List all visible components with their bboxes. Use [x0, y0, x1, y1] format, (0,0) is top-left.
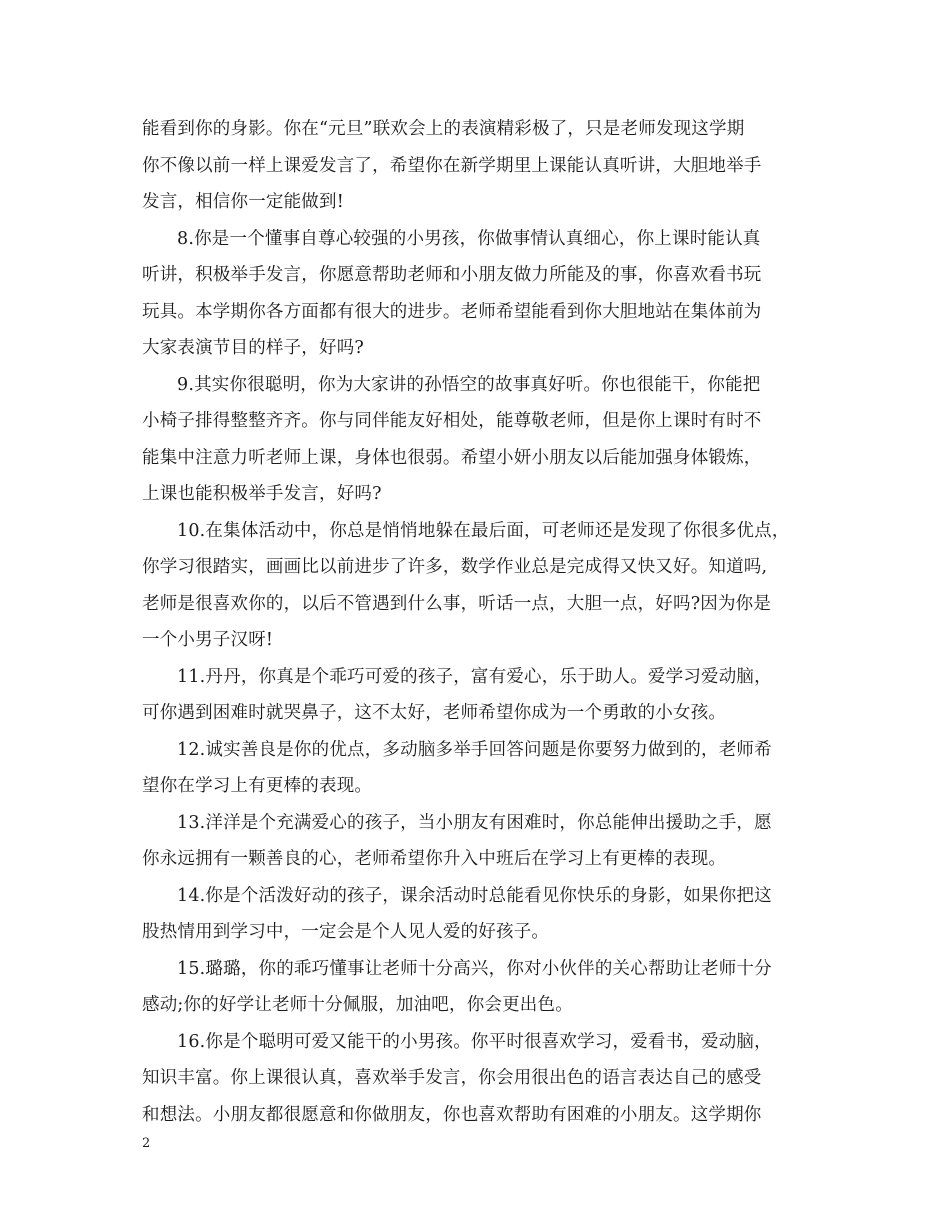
paragraph-first-line: 10.在集体活动中，你总是悄悄地躲在最后面，可老师还是发现了你很多优点， — [177, 520, 790, 541]
page-number: 2 — [142, 1136, 151, 1151]
text-line: 玩具。本学期你各方面都有很大的进步。老师希望能看到你大胆地站在集体前为 — [142, 301, 762, 322]
document-body — [142, 111, 822, 1133]
text-line: 听讲，积极举手发言，你愿意帮助老师和小朋友做力所能及的事，你喜欢看书玩 — [142, 265, 762, 285]
paragraph-first-line: 8.你是一个懂事自尊心较强的小男孩，你做事情认真细心，你上课时能认真 — [177, 228, 761, 249]
text-line: 感动;你的好学让老师十分佩服，加油吧，你会更出色。 — [142, 995, 573, 1015]
text-line: 股热情用到学习中，一定会是个人见人爱的好孩子。 — [142, 922, 550, 942]
text-line: 你学习很踏实，画画比以前进步了许多，数学作业总是完成得又快又好。知道吗, — [142, 557, 768, 577]
text-line: 能看到你的身影。你在“元旦”联欢会上的表演精彩极了，只是老师发现这学期 — [142, 119, 745, 139]
text-line: 上课也能积极举手发言，好吗? — [142, 484, 382, 504]
text-line: 能集中注意力听老师上课，身体也很弱。希望小妍小朋友以后能加强身体锻炼， — [142, 447, 762, 468]
paragraph-first-line: 9.其实你很聪明，你为大家讲的孙悟空的故事真好听。你也很能干，你能把 — [177, 374, 761, 395]
paragraph-first-line: 11.丹丹，你真是个乖巧可爱的孩子，富有爱心，乐于助人。爱学习爱动脑， — [177, 666, 772, 687]
text-line: 大家表演节目的样子，好吗? — [142, 338, 364, 358]
text-line: 老师是很喜欢你的，以后不管遇到什么事，听话一点，大胆一点，好吗?因为你是 — [142, 593, 772, 614]
text-line: 小椅子排得整整齐齐。你与同伴能友好相处，能尊敬老师，但是你上课时有时不 — [142, 411, 762, 431]
text-line: 可你遇到困难时就哭鼻子，这不太好，老师希望你成为一个勇敢的小女孩。 — [142, 703, 727, 723]
paragraph-first-line: 16.你是个聪明可爱又能干的小男孩。你平时很喜欢学习，爱看书，爱动脑， — [177, 1031, 772, 1052]
text-line: 望你在学习上有更棒的表现。 — [142, 776, 373, 796]
paragraph-first-line: 15.璐璐，你的乖巧懂事让老师十分高兴，你对小伙伴的关心帮助让老师十分 — [177, 958, 772, 979]
text-line: 你不像以前一样上课爱发言了，希望你在新学期里上课能认真听讲，大胆地举手 — [142, 155, 762, 176]
text-line: 发言，相信你一定能做到! — [142, 192, 344, 212]
text-line: 一个小男子汉呀! — [142, 630, 274, 650]
paragraph-first-line: 12.诚实善良是你的优点，多动脑多举手回答问题是你要努力做到的，老师希 — [177, 739, 772, 760]
text-line: 和想法。小朋友都很愿意和你做朋友，你也喜欢帮助有困难的小朋友。这学期你 — [142, 1104, 762, 1125]
paragraph-first-line: 14.你是个活泼好动的孩子，课余活动时总能看见你快乐的身影，如果你把这 — [177, 885, 772, 906]
text-line: 知识丰富。你上课很认真，喜欢举手发言，你会用很出色的语言表达自己的感受 — [142, 1068, 762, 1088]
paragraph-first-line: 13.洋洋是个充满爱心的孩子，当小朋友有困难时，你总能伸出援助之手，愿 — [177, 812, 772, 833]
text-line: 你永远拥有一颗善良的心，老师希望你升入中班后在学习上有更棒的表现。 — [142, 849, 727, 869]
